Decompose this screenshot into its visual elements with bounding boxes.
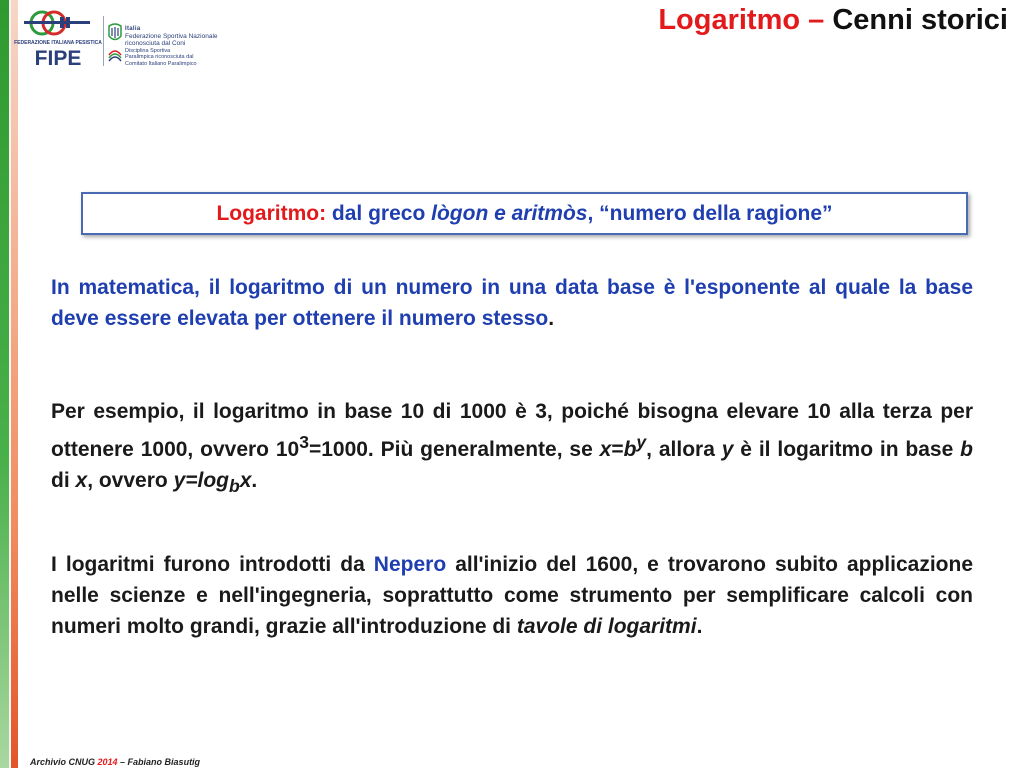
footer-b: – Fabiano Biasutig (117, 757, 201, 767)
p3-b: all'inizio del 1600, e trovarono subito applicazione nelle scienze e nell'ingegneria, soprattutto come strumento per semplificare calcoli con numeri molto grandi, grazie all'introduzione di (51, 553, 973, 638)
cip-line3: Comitato Italiano Paralimpico (125, 60, 197, 67)
cip-text (125, 48, 197, 67)
link-nepero[interactable]: Nepero (373, 553, 447, 576)
p2-e: di (51, 469, 76, 492)
coni-logo (107, 22, 123, 44)
cip-line1: Disciplina Sportiva (125, 48, 171, 54)
p2-end: . (251, 469, 258, 492)
link-logaritmo[interactable]: logaritmo (229, 276, 325, 299)
page-title (658, 4, 1008, 37)
p2-sup3: 3 (299, 432, 309, 452)
footer-year: 2014 (97, 757, 118, 767)
coni-brand: Italia (125, 26, 141, 32)
p2-b2: b (960, 438, 973, 461)
p2-b: =1000. Più generalmente, se (308, 438, 600, 461)
paragraph-history (51, 549, 973, 642)
paragraph-example (51, 396, 973, 502)
paragraph-definition (51, 272, 973, 334)
p2-x2: x (75, 469, 88, 492)
p3-italic: tavole di logaritmi (516, 615, 697, 638)
link-numero-stesso[interactable]: numero stesso (398, 307, 549, 330)
definition-text-b: , “numero della ragione” (587, 201, 833, 225)
p2-formula-y: y=log (173, 469, 229, 492)
p2-a: Per esempio, il logaritmo in base 10 di 1000 è 3, poiché bisogna elevare 10 alla terza per ottenere 1000, ovvero 10 (51, 400, 973, 461)
title-sub: Cenni storici (832, 4, 1008, 36)
p2-d: è il logaritmo in base (733, 438, 961, 461)
definition-text-a: dal greco (326, 201, 432, 225)
left-green-stripe (0, 0, 9, 768)
p3-a: I logaritmi furono introdotti da (51, 553, 374, 576)
p3-end: . (696, 615, 703, 638)
p2-formula-sub: b (229, 476, 240, 497)
coni-text (125, 26, 218, 48)
p1-w3: di un numero in una data base è l'esponente al quale la base deve essere elevata per ottenere il (51, 276, 974, 330)
p2-eq: = (611, 438, 624, 461)
fipe-logo (14, 6, 102, 70)
footer-a: Archivio CNUG (30, 757, 98, 767)
logo-divider (103, 16, 104, 66)
p2-f: , ovvero (87, 469, 174, 492)
p2-y: y (721, 438, 734, 461)
definition-label: Logaritmo: (216, 201, 327, 225)
left-red-stripe (11, 0, 18, 768)
p2-formula-x: x (239, 469, 252, 492)
definition-italic: lògon e aritmòs (431, 201, 588, 225)
definition-box (81, 192, 968, 235)
footer-credit (30, 757, 200, 767)
coni-line2: riconosciuta dal Coni (125, 40, 186, 48)
p1-end: . (548, 307, 555, 330)
title-main: Logaritmo – (658, 4, 825, 36)
p2-x: x (599, 438, 612, 461)
p1-w2: il (199, 276, 230, 299)
p2-c: , allora (646, 438, 722, 461)
coni-line1: Federazione Sportiva Nazionale (125, 32, 218, 40)
cip-logo (107, 46, 123, 64)
svg-text:FIPE: FIPE (34, 47, 82, 70)
p2-b-base: b (623, 438, 637, 461)
p2-sup-y: y (636, 432, 647, 452)
p1-w1: In (51, 276, 79, 299)
link-matematica[interactable]: matematica, (78, 276, 200, 299)
svg-text:FEDERAZIONE ITALIANA PESISTICA: FEDERAZIONE ITALIANA PESISTICA (14, 40, 102, 46)
cip-line2: Paralimpica riconosciuta dal (125, 54, 194, 61)
